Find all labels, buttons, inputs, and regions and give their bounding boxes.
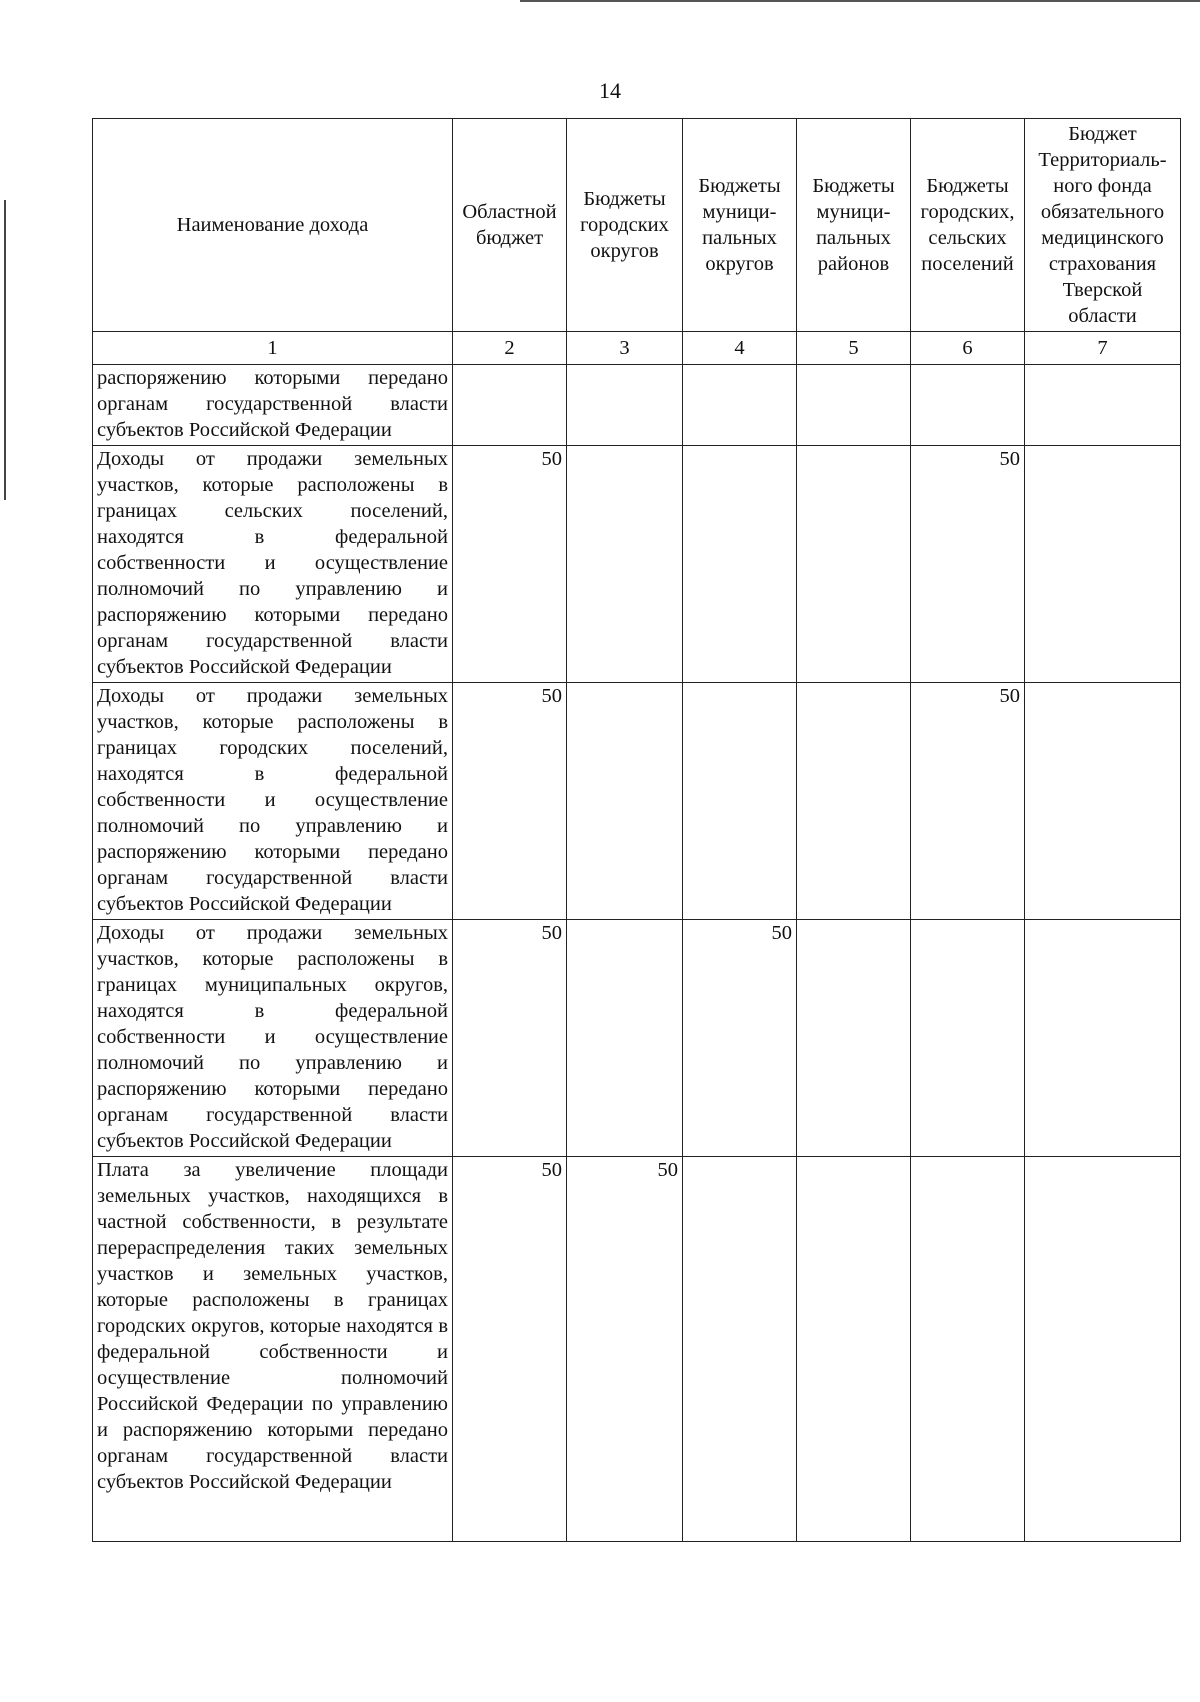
municipal-districts-value (683, 1157, 797, 1542)
column-number: 5 (797, 332, 911, 365)
regional-budget-value: 50 (453, 683, 567, 920)
column-number: 3 (567, 332, 683, 365)
income-name-cell: Доходы от продажи земельных участков, которые расположены в границах городских поселений, находятся в федеральной собственности и осуществление полномочий по управлению и распоряжению которыми передано органам государственной власти субъектов Российской Федерации (93, 683, 453, 920)
income-name-cell: Доходы от продажи земельных участков, которые расположены в границах сельских поселений, находятся в федеральной собственности и осуществление полномочий по управлению и распоряжению которыми передано органам государственной власти субъектов Российской Федерации (93, 446, 453, 683)
table-row (93, 683, 1181, 920)
column-number: 1 (93, 332, 453, 365)
municipal-areas-value (797, 1157, 911, 1542)
column-number: 7 (1025, 332, 1181, 365)
regional-budget-value: 50 (453, 446, 567, 683)
municipal-areas-value (797, 920, 911, 1157)
settlements-value: 50 (911, 446, 1025, 683)
medical-fund-value (1025, 920, 1181, 1157)
column-header-city-districts: Бюджеты городских округов (567, 119, 683, 332)
municipal-districts-value (683, 365, 797, 446)
column-header-income-name: Наименование дохода (93, 119, 453, 332)
regional-budget-value (453, 365, 567, 446)
table-row (93, 365, 1181, 446)
table-header-row (93, 119, 1181, 332)
medical-fund-value (1025, 365, 1181, 446)
income-distribution-table (92, 118, 1181, 1542)
municipal-areas-value (797, 683, 911, 920)
table-row (93, 920, 1181, 1157)
city-districts-value (567, 683, 683, 920)
column-header-municipal-districts: Бюджеты муници-пальных округов (683, 119, 797, 332)
medical-fund-value (1025, 683, 1181, 920)
medical-fund-value (1025, 446, 1181, 683)
column-header-medical-insurance-fund: Бюджет Территориаль-ного фонда обязательного медицинского страхования Тверской области (1025, 119, 1181, 332)
settlements-value (911, 920, 1025, 1157)
city-districts-value (567, 920, 683, 1157)
settlements-value: 50 (911, 683, 1025, 920)
column-header-regional-budget: Областной бюджет (453, 119, 567, 332)
municipal-districts-value (683, 446, 797, 683)
medical-fund-value (1025, 1157, 1181, 1542)
scan-top-rule (520, 0, 1200, 2)
settlements-value (911, 1157, 1025, 1542)
city-districts-value (567, 365, 683, 446)
column-number: 4 (683, 332, 797, 365)
page-number: 14 (599, 78, 621, 103)
income-name-cell: Плата за увеличение площади земельных участков, находящихся в частной собственности, в результате перераспределения таких земельных участков и земельных участков, которые расположены в границах городских округов, которые находятся в федеральной собственности и осуществление полномочий Российской Федерации по управлению и распоряжению которыми передано органам государственной власти субъектов Российской Федерации (93, 1157, 453, 1542)
column-number: 2 (453, 332, 567, 365)
municipal-areas-value (797, 446, 911, 683)
column-header-settlements: Бюджеты городских, сельских поселений (911, 119, 1025, 332)
regional-budget-value: 50 (453, 920, 567, 1157)
regional-budget-value: 50 (453, 1157, 567, 1542)
column-number: 6 (911, 332, 1025, 365)
municipal-areas-value (797, 365, 911, 446)
column-header-municipal-areas: Бюджеты муници-пальных районов (797, 119, 911, 332)
income-name-cell: Доходы от продажи земельных участков, которые расположены в границах муниципальных округов, находятся в федеральной собственности и осуществление полномочий по управлению и распоряжению которыми передано органам государственной власти субъектов Российской Федерации (93, 920, 453, 1157)
municipal-districts-value: 50 (683, 920, 797, 1157)
settlements-value (911, 365, 1025, 446)
municipal-districts-value (683, 683, 797, 920)
column-numbers-row (93, 332, 1181, 365)
city-districts-value (567, 446, 683, 683)
table-row (93, 1157, 1181, 1542)
table-row (93, 446, 1181, 683)
income-name-cell: распоряжению которыми передано органам государственной власти субъектов Российской Федерации (93, 365, 453, 446)
scan-left-edge-mark (4, 200, 6, 500)
city-districts-value: 50 (567, 1157, 683, 1542)
